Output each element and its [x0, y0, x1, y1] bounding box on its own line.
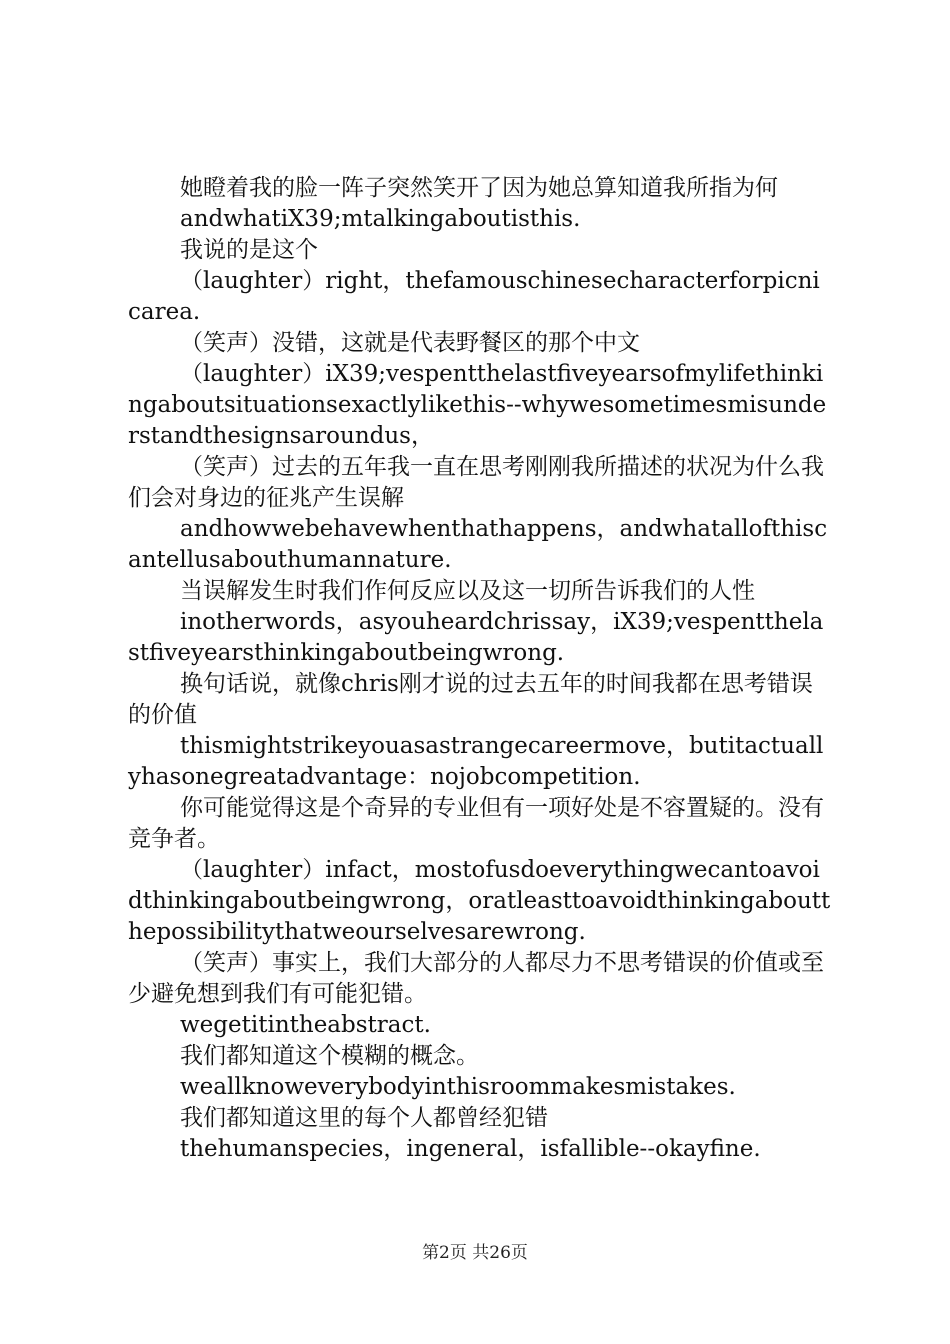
paragraph: 她瞪着我的脸一阵子突然笑开了因为她总算知道我所指为何 [180, 175, 778, 201]
paragraph: （laughter）iX39;vespentthelastfiveyearsofmylifethinkingaboutsituationsexactlylikethis--whywesometimesmisunderstandthesignsaroundus， [128, 361, 827, 449]
document-body [128, 173, 831, 1165]
paragraph: inotherwords，asyouheardchrissay，iX39;vespentthelastfiveyearsthinkingaboutbeingwrong. [128, 609, 824, 666]
paragraph: 当误解发生时我们作何反应以及这一切所告诉我们的人性 [180, 578, 755, 604]
paragraph: 你可能觉得这是个奇异的专业但有一项好处是不容置疑的。没有竞争者。 [128, 795, 824, 852]
paragraph: thismightstrikeyouasastrangecareermove，butitactuallyhasonegreatadvantage：nojobcompetition. [128, 733, 824, 790]
page-number-footer: 第2页 共26页 [422, 1243, 528, 1263]
paragraph: thehumanspecies，ingeneral，isfallible--okayfine. [180, 1136, 761, 1162]
paragraph: 我们都知道这个模糊的概念。 [180, 1043, 479, 1069]
paragraph: （笑声）过去的五年我一直在思考刚刚我所描述的状况为什么我们会对身边的征兆产生误解 [128, 454, 824, 511]
paragraph: wegetitintheabstract. [180, 1012, 431, 1038]
paragraph: （笑声）事实上，我们大部分的人都尽力不思考错误的价值或至少避免想到我们有可能犯错。 [128, 950, 824, 1007]
paragraph: 我们都知道这里的每个人都曾经犯错 [180, 1105, 548, 1131]
paragraph: 换句话说，就像chris刚才说的过去五年的时间我都在思考错误的价值 [128, 671, 813, 728]
paragraph: andwhatiX39;mtalkingaboutisthis. [180, 206, 581, 232]
paragraph: （laughter）infact，mostofusdoeverythingwecantoavoidthinkingaboutbeingwrong，oratleasttoavoidthinkingaboutthepossibilitythatweourselvesarewrong. [128, 857, 831, 945]
paragraph: （laughter）right，thefamouschinesecharacterforpicnicarea. [128, 268, 820, 325]
paragraph: weallknoweverybodyinthisroommakesmistakes. [180, 1074, 736, 1100]
paragraph: 我说的是这个 [180, 237, 318, 263]
paragraph: andhowwebehavewhenthathappens，andwhatallofthiscantellusabouthumannature. [128, 516, 828, 573]
paragraph: （笑声）没错，这就是代表野餐区的那个中文 [180, 330, 640, 356]
